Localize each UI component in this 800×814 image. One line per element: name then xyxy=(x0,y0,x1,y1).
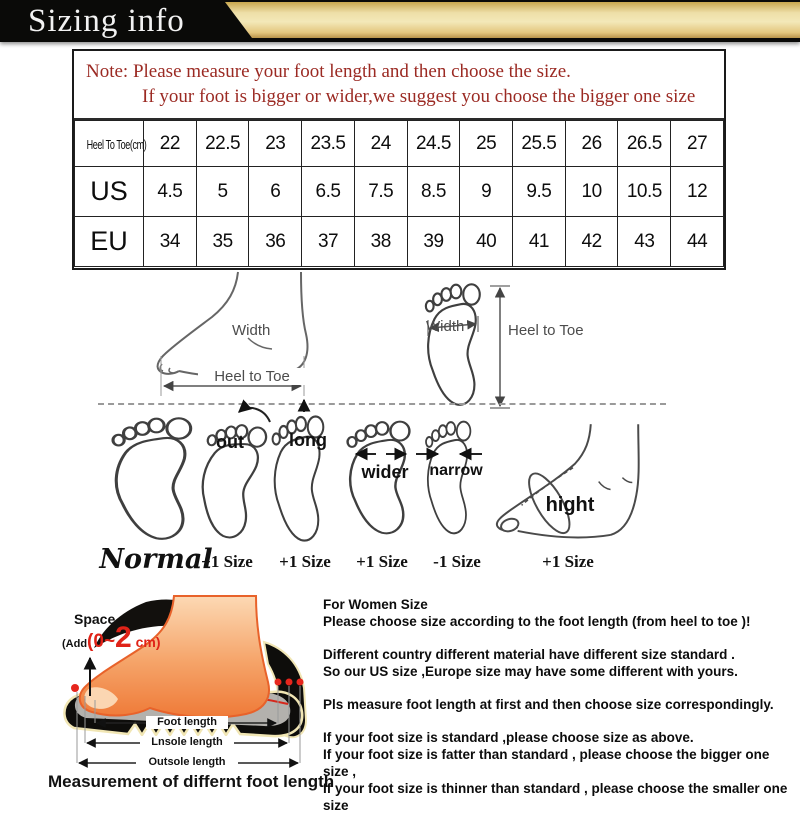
dashed-separator xyxy=(98,403,666,405)
foot-length-label: Foot length xyxy=(146,716,228,729)
table-cell: 37 xyxy=(302,217,355,267)
insole-length-label: Lnsole length xyxy=(140,736,234,749)
info-line: If your foot size is thinner than standard , please choose the smaller one size xyxy=(323,781,788,813)
table-row-eu xyxy=(75,217,724,267)
out-size-caption: +1 Size xyxy=(201,552,253,571)
table-cell: 40 xyxy=(460,217,513,267)
gold-ribbon xyxy=(222,2,800,38)
space-label: Space xyxy=(74,611,116,627)
info-line: Different country different material have different size standard . xyxy=(323,647,735,662)
narrow-size-caption: -1 Size xyxy=(433,552,481,571)
table-cell: 4.5 xyxy=(144,167,197,217)
long-label: long xyxy=(289,430,327,450)
outsole-length-label: Outsole length xyxy=(136,756,238,769)
top-length-arrow xyxy=(490,280,514,414)
table-cell: 6.5 xyxy=(302,167,355,217)
table-cell: 42 xyxy=(565,217,618,267)
info-heading: For Women Size xyxy=(323,597,428,612)
side-width-label: Width xyxy=(232,322,271,339)
table-cell: 23.5 xyxy=(302,121,355,167)
table-cell: 25 xyxy=(460,121,513,167)
table-cell: 44 xyxy=(671,217,724,267)
row-label-eu: EU xyxy=(75,217,144,267)
info-line: So our US size ,Europe size may have some different with yours. xyxy=(323,664,738,679)
wider-arrows-icon xyxy=(350,448,412,460)
header-bar xyxy=(0,0,800,42)
table-cell: 6 xyxy=(249,167,302,217)
row-label-us: US xyxy=(75,167,144,217)
narrow-arrows-icon xyxy=(414,448,484,460)
table-cell: 26 xyxy=(565,121,618,167)
range-value-text: 2 xyxy=(115,621,132,654)
table-cell: 9.5 xyxy=(513,167,566,217)
long-size-caption: +1 Size xyxy=(279,552,331,571)
range-open-text: (0~ xyxy=(87,631,116,652)
instep-height-illustration xyxy=(488,424,656,548)
narrow-label: narrow xyxy=(429,462,483,479)
range-unit-text: cm) xyxy=(131,634,161,650)
top-foot-illustration xyxy=(420,276,490,412)
table-cell: 24.5 xyxy=(407,121,460,167)
out-label: out xyxy=(216,432,244,452)
wider-size-caption: +1 Size xyxy=(356,552,408,571)
table-cell: 22 xyxy=(144,121,197,167)
bottom-caption: Measurement of differnt foot length xyxy=(48,772,335,791)
wider-label: wider xyxy=(361,462,409,482)
top-width-label: Width xyxy=(426,318,465,335)
table-cell: 10 xyxy=(565,167,618,217)
table-cell: 22.5 xyxy=(196,121,249,167)
long-up-arrow-icon xyxy=(298,396,310,414)
table-cell: 25.5 xyxy=(513,121,566,167)
normal-caption: Normal xyxy=(99,544,213,575)
size-table xyxy=(74,120,724,267)
info-line: If your foot size is fatter than standard , please choose the bigger one size , xyxy=(323,747,770,779)
table-cell: 10.5 xyxy=(618,167,671,217)
info-line: If your foot size is standard ,please choose size as above. xyxy=(323,730,694,745)
hight-size-caption: +1 Size xyxy=(542,552,594,571)
note-line-2: If your foot is bigger or wider,we suggest you choose the bigger one size xyxy=(142,86,696,107)
size-chart-box xyxy=(72,49,726,270)
info-line: Pls measure foot length at first and then choose size correspondingly. xyxy=(323,697,774,712)
table-cell: 35 xyxy=(196,217,249,267)
table-cell: 7.5 xyxy=(354,167,407,217)
row-label-heel-to-toe: Heel To Toe(cm) xyxy=(75,121,144,167)
space-range-label xyxy=(62,621,161,654)
table-row-us xyxy=(75,167,724,217)
table-cell: 9 xyxy=(460,167,513,217)
table-cell: 27 xyxy=(671,121,724,167)
side-length-label: Heel to Toe xyxy=(198,368,306,385)
table-cell: 34 xyxy=(144,217,197,267)
top-length-label: Heel to Toe xyxy=(508,322,584,339)
table-cell: 26.5 xyxy=(618,121,671,167)
table-cell: 39 xyxy=(407,217,460,267)
table-cell: 43 xyxy=(618,217,671,267)
note-line-1: Note: Please measure your foot length and then choose the size. xyxy=(86,61,571,82)
info-line: Please choose size according to the foot length (from heel to toe )! xyxy=(323,614,751,629)
add-text: (Add xyxy=(62,638,88,650)
table-cell: 41 xyxy=(513,217,566,267)
table-cell: 38 xyxy=(354,217,407,267)
table-cell: 8.5 xyxy=(407,167,460,217)
hight-label: hight xyxy=(545,494,595,516)
table-cell: 23 xyxy=(249,121,302,167)
info-text-block xyxy=(323,596,789,814)
table-cell: 24 xyxy=(354,121,407,167)
table-cell: 5 xyxy=(196,167,249,217)
page-title: Sizing info xyxy=(28,3,185,39)
table-row-cm xyxy=(75,121,724,167)
table-cell: 36 xyxy=(249,217,302,267)
note-box xyxy=(74,51,724,120)
table-cell: 12 xyxy=(671,167,724,217)
long-foot-illustration xyxy=(268,408,332,548)
